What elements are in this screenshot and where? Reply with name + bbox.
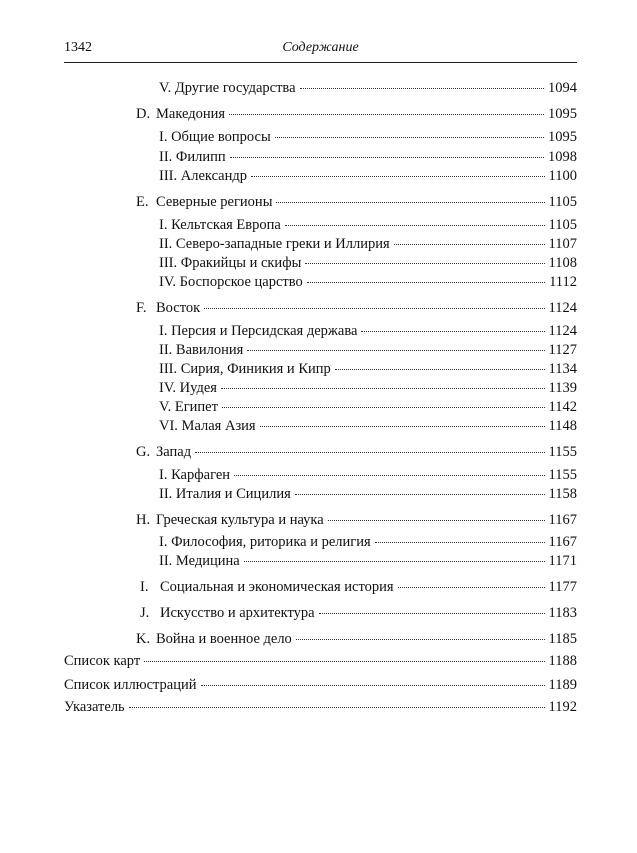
toc-entry-page: 1192 xyxy=(548,699,577,715)
toc-entry-page: 1095 xyxy=(548,106,577,122)
toc-section-letter: H. xyxy=(136,512,151,528)
toc-entry[interactable] xyxy=(159,215,577,235)
leader-dots xyxy=(204,307,544,309)
toc-entry-label: Восток xyxy=(156,300,201,316)
toc-entry-label: Война и военное дело xyxy=(156,631,292,647)
toc-entry-label: II. Филипп xyxy=(159,149,226,165)
toc-section-letter: E. xyxy=(136,194,149,210)
toc-entry[interactable] xyxy=(159,484,577,504)
leader-dots xyxy=(244,560,545,562)
toc-section[interactable] xyxy=(136,510,577,530)
toc-entry[interactable] xyxy=(159,416,577,436)
toc-entry-page: 1095 xyxy=(548,129,577,145)
leader-dots xyxy=(247,349,544,351)
leader-dots xyxy=(328,519,545,521)
toc-entry-page: 1183 xyxy=(548,605,577,621)
toc-entry-page: 1105 xyxy=(548,194,577,210)
leader-dots xyxy=(398,586,545,588)
toc-section[interactable] xyxy=(136,192,577,212)
toc-entry-label: Северные регионы xyxy=(156,194,273,210)
toc-entry-page: 1108 xyxy=(548,255,577,271)
leader-dots xyxy=(319,612,545,614)
leader-dots xyxy=(300,87,544,89)
toc-entry[interactable] xyxy=(64,675,577,695)
toc-entry-label: Запад xyxy=(156,444,192,460)
toc-entry-label: I. Кельтская Европа xyxy=(159,217,281,233)
toc-entry[interactable] xyxy=(159,272,577,292)
toc-section-letter: K. xyxy=(136,631,151,647)
toc-section[interactable] xyxy=(140,577,577,597)
leader-dots xyxy=(335,368,545,370)
toc-entry-page: 1124 xyxy=(548,323,577,339)
leader-dots xyxy=(222,406,545,408)
toc-section[interactable] xyxy=(136,442,577,462)
toc-entry-page: 1142 xyxy=(548,399,577,415)
toc-entry[interactable] xyxy=(159,378,577,398)
toc-entry[interactable] xyxy=(159,340,577,360)
toc-entry-label: V. Другие государства xyxy=(159,80,296,96)
toc-entry-page: 1189 xyxy=(548,677,577,693)
toc-entry-label: I. Карфаген xyxy=(159,467,231,483)
toc-entry[interactable] xyxy=(159,465,577,485)
toc-entry[interactable] xyxy=(159,397,577,417)
leader-dots xyxy=(144,660,544,662)
leader-dots xyxy=(361,330,544,332)
toc-entry-label: I. Общие вопросы xyxy=(159,129,271,145)
leader-dots xyxy=(305,262,544,264)
toc-section[interactable] xyxy=(136,104,577,124)
toc-entry-page: 1100 xyxy=(548,168,577,184)
leader-dots xyxy=(275,136,544,138)
toc-entry-label: Социальная и экономическая история xyxy=(160,579,394,595)
toc-section-letter: G. xyxy=(136,444,151,460)
leader-dots xyxy=(234,474,545,476)
toc-entry-label: Греческая культура и наука xyxy=(156,512,324,528)
toc-entry-label: IV. Боспорское царство xyxy=(159,274,303,290)
leader-dots xyxy=(195,451,544,453)
leader-dots xyxy=(285,224,545,226)
toc-entry[interactable] xyxy=(159,78,577,98)
leader-dots xyxy=(260,425,545,427)
toc-entry-label: Список иллюстраций xyxy=(64,677,197,693)
leader-dots xyxy=(251,175,545,177)
toc-entry-label: II. Вавилония xyxy=(159,342,244,358)
toc-section-letter: F. xyxy=(136,300,147,316)
toc-entry[interactable] xyxy=(159,321,577,341)
leader-dots xyxy=(276,201,544,203)
toc-entry[interactable] xyxy=(159,166,577,186)
toc-entry-label: VI. Малая Азия xyxy=(159,418,256,434)
toc-entry-label: I. Философия, риторика и религия xyxy=(159,534,371,550)
leader-dots xyxy=(295,493,545,495)
toc-entry[interactable] xyxy=(159,532,577,552)
toc-entry-label: III. Александр xyxy=(159,168,247,184)
toc-section-letter: J. xyxy=(140,605,150,621)
toc-entry-label: III. Фракийцы и скифы xyxy=(159,255,302,271)
leader-dots xyxy=(296,638,545,640)
toc-entry-page: 1107 xyxy=(548,236,577,252)
toc-entry-page: 1167 xyxy=(548,512,577,528)
toc-entry-page: 1139 xyxy=(548,380,577,396)
toc-entry-page: 1155 xyxy=(548,467,577,483)
toc-entry[interactable] xyxy=(64,651,577,671)
toc-entry-page: 1185 xyxy=(548,631,577,647)
toc-entry-page: 1167 xyxy=(548,534,577,550)
toc-entry-label: II. Северо-западные греки и Иллирия xyxy=(159,236,390,252)
leader-dots xyxy=(201,684,545,686)
toc-entry-page: 1094 xyxy=(548,80,577,96)
toc-entry-page: 1177 xyxy=(548,579,577,595)
toc-entry-label: Указатель xyxy=(64,699,125,715)
leader-dots xyxy=(129,706,545,708)
toc-entry-label: I. Персия и Персидская держава xyxy=(159,323,358,339)
toc-entry-page: 1127 xyxy=(548,342,577,358)
toc-entry-page: 1188 xyxy=(548,653,577,669)
toc-entry-page: 1112 xyxy=(549,274,577,290)
toc-entry-label: IV. Иудея xyxy=(159,380,217,396)
toc-entry-label: III. Сирия, Финикия и Кипр xyxy=(159,361,331,377)
toc-entry[interactable] xyxy=(159,359,577,379)
toc-section-letter: I. xyxy=(140,579,149,595)
toc-entry-page: 1134 xyxy=(548,361,577,377)
toc-entry-page: 1171 xyxy=(548,553,577,569)
toc-entry-page: 1155 xyxy=(548,444,577,460)
leader-dots xyxy=(394,243,545,245)
leader-dots xyxy=(307,281,545,283)
toc-entry-page: 1124 xyxy=(548,300,577,316)
toc-entry-label: II. Италия и Сицилия xyxy=(159,486,291,502)
toc-entry-page: 1105 xyxy=(548,217,577,233)
toc-entry-label: II. Медицина xyxy=(159,553,240,569)
toc-entry-page: 1158 xyxy=(548,486,577,502)
toc-section[interactable] xyxy=(140,603,577,623)
toc-entry[interactable] xyxy=(159,234,577,254)
toc-entry[interactable] xyxy=(159,147,577,167)
running-title: Содержание xyxy=(282,40,359,55)
leader-dots xyxy=(221,387,545,389)
leader-dots xyxy=(229,113,544,115)
toc-section[interactable] xyxy=(136,298,577,318)
toc-entry-label: Искусство и архитектура xyxy=(160,605,315,621)
toc-section[interactable] xyxy=(136,629,577,649)
toc-entry[interactable] xyxy=(159,253,577,273)
toc-entry[interactable] xyxy=(64,697,577,717)
toc-entry[interactable] xyxy=(159,127,577,147)
page-number: 1342 xyxy=(64,40,92,55)
leader-dots xyxy=(230,156,544,158)
toc-entry-label: Македония xyxy=(156,106,226,122)
toc-section-letter: D. xyxy=(136,106,151,122)
leader-dots xyxy=(375,541,545,543)
toc-entry-page: 1148 xyxy=(548,418,577,434)
toc-entry[interactable] xyxy=(159,551,577,571)
toc-entry-label: Список карт xyxy=(64,653,141,669)
toc-entry-label: V. Египет xyxy=(159,399,218,415)
toc-entry-page: 1098 xyxy=(548,149,577,165)
